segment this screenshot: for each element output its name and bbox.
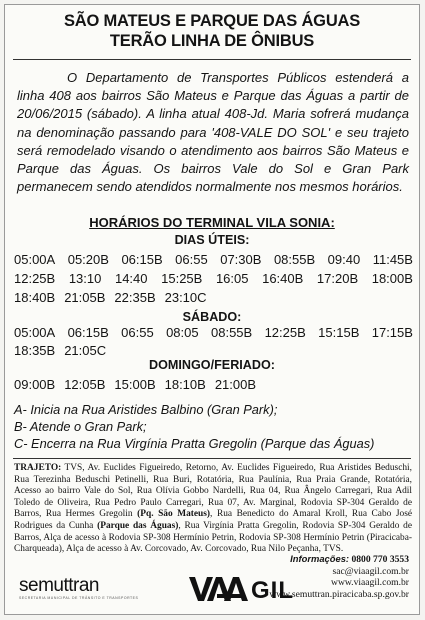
schedule-heading: HORÁRIOS DO TERMINAL VILA SONIA:: [89, 215, 335, 230]
time-entry: 16:05: [215, 271, 249, 286]
contact-site-semuttran[interactable]: www.semuttran.piracicaba.sp.gov.br: [269, 588, 409, 600]
time-entry: 21:05B: [64, 290, 106, 305]
saturday-row: [14, 325, 413, 340]
time-entry: 05:00A: [14, 325, 56, 340]
time-entry: 17:15B: [371, 325, 413, 340]
sunday-row: [14, 377, 413, 392]
route-highlight: (Parque das Águas): [97, 520, 179, 531]
time-entry: 15:15B: [318, 325, 360, 340]
time-entry: 13:10: [68, 271, 102, 286]
weekdays-label: DIAS ÚTEIS:: [174, 233, 250, 247]
time-entry: 22:35B: [114, 290, 156, 305]
time-entry: 06:15B: [67, 325, 109, 340]
time-entry: 12:25B: [264, 325, 306, 340]
weekdays-row: [14, 271, 413, 286]
route-label: TRAJETO:: [14, 463, 62, 473]
legend-note-b: B- Atende o Gran Park;: [14, 419, 147, 434]
time-entry: 06:15B: [121, 252, 163, 267]
time-entry: 12:05B: [64, 377, 106, 392]
time-entry: 17:20B: [316, 271, 359, 286]
time-entry: 11:45B: [372, 252, 413, 267]
time-entry: 15:25B: [161, 271, 203, 286]
time-entry: 21:05C: [64, 343, 107, 358]
weekdays-row: [14, 252, 413, 267]
semuttran-logo: [19, 575, 139, 600]
legend-note-c: C- Encerra na Rua Virgínia Pratta Gregolin (Parque das Águas): [14, 436, 375, 451]
time-entry: 12:25B: [14, 271, 56, 286]
time-entry: 15:00B: [114, 377, 156, 392]
time-entry: 21:00B: [214, 377, 257, 392]
time-entry: 18:35B: [14, 343, 56, 358]
time-entry: 14:40: [114, 271, 148, 286]
route-text: , Rua Benedicto do Amaral Kroll, Rua Cabo José Rodrigues da Cunha: [14, 509, 413, 531]
time-entry: 16:40B: [262, 271, 304, 286]
viaagil-logo: [187, 571, 311, 603]
contact-phone: 0800 770 3553: [351, 554, 409, 565]
time-entry: 08:55B: [273, 252, 316, 267]
contact-site-viaagil[interactable]: www.viaagil.com.br: [331, 577, 409, 589]
legend-note-a: A- Inicia na Rua Aristides Balbino (Gran Park);: [14, 402, 278, 417]
weekdays-row: [14, 290, 413, 305]
route-description: [14, 463, 412, 556]
time-entry: 06:55: [175, 252, 208, 267]
semuttran-wordmark: semuttran: [19, 575, 99, 596]
time-entry: 08:05: [166, 325, 199, 340]
notice-page: [4, 4, 420, 615]
headline-line-1: SÃO MATEUS E PARQUE DAS ÁGUAS: [63, 12, 361, 30]
headline-line-2: TERÃO LINHA DE ÔNIBUS: [109, 32, 315, 50]
saturday-label: SÁBADO:: [182, 310, 242, 324]
contact-email[interactable]: sac@viaagil.com.br: [332, 565, 409, 577]
time-entry: 05:20B: [67, 252, 109, 267]
intro-paragraph: O Departamento de Transportes Públicos estenderá a linha 408 aos bairros São Mateus e Parque das Águas a partir de 20/06/2015 (sábado). A linha atual 408-Jd. Maria sofrerá mudança na denominação passando para '408-VALE DO SOL' e seu trajeto será remodelado visando o atendimento aos bairros São Mateus e Parque das Águas. Os bairros Vale do Sol e Gran Park permanecem sendo atendidos normalmente nos mesmos horários.: [17, 70, 409, 195]
time-entry: 23:10C: [164, 290, 207, 305]
semuttran-subtitle: SECRETARIA MUNICIPAL DE TRÂNSITO E TRANSPORTES: [19, 596, 139, 600]
time-entry: 06:55: [121, 325, 154, 340]
sunday-label: DOMINGO/FERIADO:: [149, 358, 275, 372]
time-entry: 18:10B: [164, 377, 206, 392]
time-entry: 09:40: [327, 252, 361, 267]
contact-label: Informações:: [290, 553, 350, 564]
route-text: , Rua Virgínia Pratta Gregolin, Rodovia SP-304 Geraldo de Barros, Alça de acesso à Rodovia SP-308 Hermínio Petrin, Rodovia SP-308 Hermínio Petrin (Piracicaba-Charqueada), Alça de acesso à Av. Corcovado, Av. Corcovado, Rua Nilo Peçanha, TVS.: [14, 520, 413, 555]
time-entry: 18:40B: [14, 290, 56, 305]
route-highlight: (Pq. São Mateus): [137, 509, 211, 520]
route-text: TVS, Av. Euclides Figueiredo, Retorno, Av. Euclides Figueiredo, Rua Aristides Beduschi, Rua Terezinha Beduschi Petinelli, Rua Buri, Rotatória, Rua Paulínia, Rua Praia Grande, Rotatória, Acesso ao bairro Vale do Sol, Rua Olívia Gobbo Nardelli, Rua 04, Rua Ângelo Carregari, Rua Adil Toledo de Oliveira, Rua Pedro Paulo Carregari, Rua 07, Av. Marginal, Rodovia SP-304 Geraldo de Barros, Rua Hermes Gregolin: [14, 463, 412, 520]
time-entry: 07:30B: [220, 252, 262, 267]
divider: [13, 458, 411, 459]
time-entry: 05:00A: [14, 252, 56, 267]
time-entry: 09:00B: [14, 377, 56, 392]
time-entry: 18:00B: [371, 271, 413, 286]
divider: [13, 59, 411, 60]
svg-text:GIL: GIL: [251, 577, 294, 603]
time-entry: 08:55B: [211, 325, 253, 340]
saturday-row: [14, 343, 413, 358]
